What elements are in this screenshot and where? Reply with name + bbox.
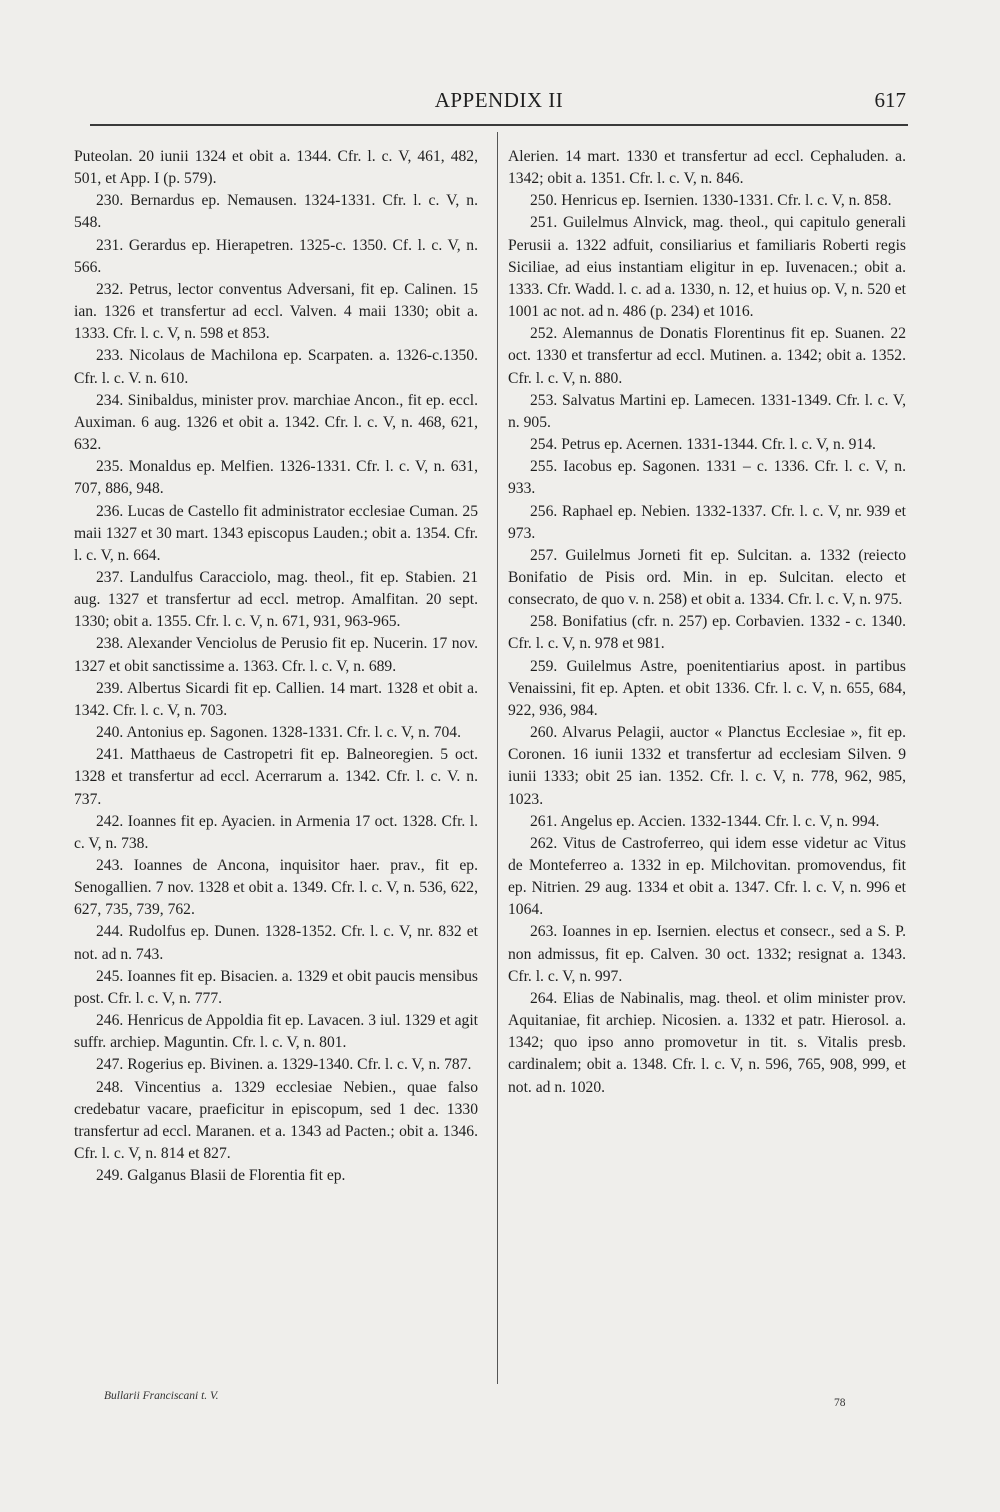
paragraph: 232. Petrus, lector conventus Adversani, fit ep. Calinen. 15 ian. 1326 et transfertur ad eccl. Valven. 4 maii 1330; obit a. 1333. Cfr. l. c. V, n. 598 et 853. [74, 280, 478, 343]
paragraph: 249. Galganus Blasii de Florentia fit ep. [96, 1167, 346, 1185]
paragraph: 241. Matthaeus de Castropetri fit ep. Balneoregien. 5 oct. 1328 et transfertur ad eccl. Acerrarum a. 1342. Cfr. l. c. V. n. 737. [74, 746, 478, 808]
paragraph: 261. Angelus ep. Accien. 1332-1344. Cfr. l. c. V, n. 994. [530, 812, 880, 830]
paragraph: 230. Bernardus ep. Nemausen. 1324-1331. Cfr. l. c. V, n. 548. [74, 192, 478, 232]
paragraph: 257. Guilelmus Jorneti fit ep. Sulcitan. a. 1332 (reiecto Bonifatio de Pisis ord. Min. in ep. Sulcitan. electo et consecrato, de quo v. n. 258) et obit a. 1334. Cfr. l. c. V, n. 975. [508, 546, 906, 609]
paragraph: 239. Albertus Sicardi fit ep. Callien. 14 mart. 1328 et obit a. 1342. Cfr. l. c. V, n. 703. [74, 679, 478, 719]
left-column [74, 146, 478, 1187]
paragraph: 235. Monaldus ep. Melfien. 1326-1331. Cfr. l. c. V, n. 631, 707, 886, 948. [74, 458, 478, 498]
paragraph: 243. Ioannes de Ancona, inquisitor haer. prav., fit ep. Senogallien. 7 nov. 1328 et obit a. 1349. Cfr. l. c. V, n. 536, 622, 627, 735, 739, 762. [74, 857, 478, 919]
paragraph: 250. Henricus ep. Isernien. 1330-1331. Cfr. l. c. V, n. 858. [530, 192, 892, 210]
paragraph: 240. Antonius ep. Sagonen. 1328-1331. Cfr. l. c. V, n. 704. [96, 724, 462, 742]
paragraph: 254. Petrus ep. Acernen. 1331-1344. Cfr. l. c. V, n. 914. [530, 436, 876, 454]
paragraph: 253. Salvatus Martini ep. Lamecen. 1331-1349. Cfr. l. c. V, n. 905. [508, 391, 906, 431]
header-rule [90, 124, 908, 126]
running-title: APPENDIX II [434, 88, 564, 112]
paragraph: 246. Henricus de Appoldia fit ep. Lavacen. 3 iul. 1329 et agit suffr. archiep. Maguntin. Cfr. l. c. V, n. 801. [74, 1012, 478, 1052]
paragraph: 255. Iacobus ep. Sagonen. 1331 – c. 1336. Cfr. l. c. V, n. 933. [508, 458, 906, 498]
footer-source: Bullarii Franciscani t. V. [104, 1390, 219, 1402]
paragraph: 233. Nicolaus de Machilona ep. Scarpaten. a. 1326-c.1350. Cfr. l. c. V. n. 610. [74, 347, 478, 387]
paragraph: 264. Elias de Nabinalis, mag. theol. et olim minister prov. Aquitaniae, fit archiep. Nicosien. a. 1332 et patr. Hierosol. a. 1342; quo ipso anno promovetur in tit. s. Vitalis presb. cardinalem; obit a. 1348. Cfr. l. c. V, n. 596, 765, 908, 999, et not. ad n. 1020. [508, 989, 906, 1096]
paragraph: 231. Gerardus ep. Hierapetren. 1325-c. 1350. Cf. l. c. V, n. 566. [74, 236, 478, 276]
paragraph: 237. Landulfus Caracciolo, mag. theol., fit ep. Stabien. 21 aug. 1327 et transfertur ad eccl. metrop. Amalfitan. 20 sept. 1330; obit a. 1355. Cfr. l. c. V, n. 671, 931, 963-965. [74, 568, 478, 631]
paragraph: 259. Guilelmus Astre, poenitentiarius apost. in partibus Venaissini, fit ep. Apten. et obit 1336. Cfr. l. c. V, n. 655, 684, 922, 936, 984. [508, 657, 906, 719]
paragraph: 263. Ioannes in ep. Isernien. electus et consecr., sed a S. P. non admissus, fit ep. Calven. 30 oct. 1332; resignat a. 1343. Cfr. l. c. V, n. 997. [508, 923, 906, 985]
paragraph: Alerien. 14 mart. 1330 et transfertur ad eccl. Cephaluden. a. 1342; obit a. 1351. Cfr. l. c. V, n. 846. [508, 148, 906, 188]
paragraph: 258. Bonifatius (cfr. n. 257) ep. Corbavien. 1332 - c. 1340. Cfr. l. c. V, n. 978 et 981. [508, 613, 906, 653]
paragraph: 248. Vincentius a. 1329 ecclesiae Nebien., quae falso credebatur vacare, praeficitur in episcopum, sed 1 dec. 1330 transfertur ad eccl. Maranen. et a. 1343 ad Pacten.; obit a. 1346. Cfr. l. c. V, n. 814 et 827. [74, 1078, 478, 1163]
paragraph: Puteolan. 20 iunii 1324 et obit a. 1344. Cfr. l. c. V, 461, 482, 501, et App. I (p. 579). [74, 148, 478, 188]
footer-signature: 78 [834, 1397, 846, 1409]
page-header [90, 88, 908, 118]
paragraph: 252. Alemannus de Donatis Florentinus fit ep. Suanen. 22 oct. 1330 et transfertur ad eccl. Mutinen. a. 1342; obit a. 1352. Cfr. l. c. V, n. 880. [508, 325, 906, 387]
page-number: 617 [874, 88, 906, 112]
paragraph: 238. Alexander Venciolus de Perusio fit ep. Nucerin. 17 nov. 1327 et obit sanctissime a. 1363. Cfr. l. c. V, n. 689. [74, 635, 478, 675]
paragraph: 247. Rogerius ep. Bivinen. a. 1329-1340. Cfr. l. c. V, n. 787. [96, 1056, 472, 1074]
paragraph: 251. Guilelmus Alnvick, mag. theol., qui capitulo generali Perusii a. 1322 adfuit, consiliarius et familiaris Roberti regis Siciliae, ad eius instantiam eligitur in ep. Iuvenacen.; obit a. 1333. Cfr. Wadd. l. c. ad a. 1330, n. 12, et huius op. V, n. 520 et 1001 ac not. ad n. 486 (p. 234) et 1016. [508, 214, 906, 321]
paragraph: 245. Ioannes fit ep. Bisacien. a. 1329 et obit paucis mensibus post. Cfr. l. c. V, n. 777. [74, 967, 478, 1007]
paragraph: 236. Lucas de Castello fit administrator ecclesiae Cuman. 25 maii 1327 et 30 mart. 1343 episcopus Lauden.; obit a. 1354. Cfr. l. c. V, n. 664. [74, 502, 478, 564]
paragraph: 260. Alvarus Pelagii, auctor « Planctus Ecclesiae », fit ep. Coronen. 16 iunii 1332 et transfertur ad ecclesiam Silven. 9 iunii 1333; obit 25 ian. 1352. Cfr. l. c. V, n. 778, 962, 985, 1023. [508, 724, 906, 808]
right-column [508, 146, 906, 1099]
paragraph: 262. Vitus de Castroferreo, qui idem esse videtur ac Vitus de Monteferreo a. 1332 in ep. Milchovitan. promovendus, fit ep. Nitrien. 29 aug. 1334 et obit a. 1347. Cfr. l. c. V, n. 996 et 1064. [508, 834, 906, 919]
column-divider [497, 132, 498, 1384]
paragraph: 244. Rudolfus ep. Dunen. 1328-1352. Cfr. l. c. V, nr. 832 et not. ad n. 743. [74, 923, 478, 963]
paragraph: 256. Raphael ep. Nebien. 1332-1337. Cfr. l. c. V, nr. 939 et 973. [508, 502, 906, 542]
paragraph: 242. Ioannes fit ep. Ayacien. in Armenia 17 oct. 1328. Cfr. l. c. V, n. 738. [74, 812, 478, 852]
paragraph: 234. Sinibaldus, minister prov. marchiae Ancon., fit ep. eccl. Auximan. 6 aug. 1326 et obit a. 1342. Cfr. l. c. V, n. 468, 621, 632. [74, 391, 478, 454]
